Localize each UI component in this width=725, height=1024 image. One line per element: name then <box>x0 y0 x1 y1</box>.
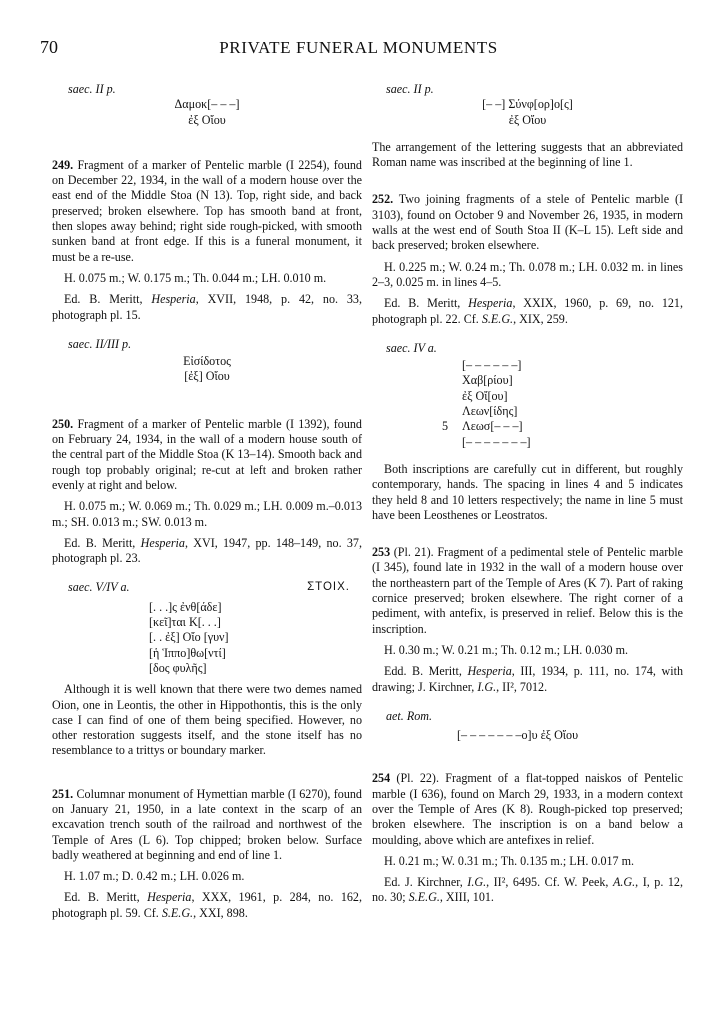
bib-text: , XVI, 1947, pp. 148–149, no. 37, photograph pl. 23. <box>52 535 362 566</box>
saec-label: saec. IV a. <box>386 340 437 355</box>
bib-text: , XXIX, 1960, p. 69, no. 121, photograph pl. 22. Cf. <box>372 296 683 326</box>
bibliography <box>52 292 362 323</box>
running-title: PRIVATE FUNERAL MONUMENTS <box>219 38 498 57</box>
inscription-line: [– – – – – – –ο]υ ἐξ Οἴου <box>457 728 579 743</box>
entry-description <box>372 771 683 847</box>
description-text: Fragment of a marker of Pentelic marble (I 2254), found on December 22, 1934, in the wall of a modern house over the east end of the Middle Stoa (N 13). Top, right side, and back preserved; broken elsewhere. Top has smooth band at front, then slopes away behind; right side rough-picked, with smooth sunken band at front edge. If this is a funeral monument, it must be a re-use. <box>52 157 362 264</box>
inscription-line: [. . .]ς ἐνθ[άδε] <box>149 599 222 614</box>
inscription-250 <box>52 600 362 676</box>
bib-text: , III, 1934, p. 111, no. 174, with drawing; J. Kirchner, <box>372 664 683 694</box>
left-column <box>52 82 362 921</box>
inscription-line <box>442 419 683 434</box>
stoichedon-label: ΣΤΟΙΧ. <box>307 581 350 594</box>
bib-journal: Hesperia <box>147 890 192 905</box>
measurements: H. 0.21 m.; W. 0.31 m.; Th. 0.135 m.; LH. 0.017 m. <box>384 853 635 868</box>
entry-253 <box>372 545 683 743</box>
saec-label: aet. Rom. <box>386 708 433 723</box>
measurements: H. 0.225 m.; W. 0.24 m.; Th. 0.078 m.; LH. 0.032 m. in lines 2–3, 0.025 m. in lines 4–5. <box>372 259 683 289</box>
entry-number: 249. <box>52 157 74 172</box>
bib-journal: Hesperia <box>467 664 512 679</box>
inscription-line: ἐξ Οἴου <box>508 112 547 127</box>
saec-label: saec. V/IV a. <box>68 580 130 595</box>
bib-ag: A.G. <box>612 875 636 890</box>
bibliography <box>52 536 362 567</box>
bib-text: Ed. B. Meritt, <box>64 292 152 307</box>
bib-text: , II², 7012. <box>496 679 548 694</box>
bib-journal: Hesperia <box>140 535 185 550</box>
commentary: Both inscriptions are carefully cut in different, but roughly contemporary, hands. The spacing in lines 4 and 5 indicates they held 8 and 10 letters respectively; the name in line 5 must have been Leosthenes or Leostratos. <box>372 461 683 522</box>
inscription-248 <box>52 97 362 128</box>
line-number: 5 <box>442 419 449 434</box>
bib-journal: Hesperia <box>468 296 513 311</box>
bib-seg: S.E.G. <box>161 905 194 920</box>
entry-251 <box>52 787 362 921</box>
measurements: H. 0.075 m.; W. 0.175 m.; Th. 0.044 m.; LH. 0.010 m. <box>64 270 327 285</box>
bib-ig: I.G. <box>467 875 487 890</box>
bib-text: Ed. J. Kirchner, <box>384 875 468 890</box>
entry-description <box>52 158 362 265</box>
bib-text: Edd. B. Meritt, <box>384 664 468 679</box>
bibliography <box>52 890 362 921</box>
inscription-line: [ἡ Ἱππο]θω[ντί] <box>149 645 226 660</box>
bib-seg: S.E.G. <box>408 890 440 905</box>
inscription-text: Λεωσ[– – –] <box>462 419 523 434</box>
entry-number: 251. <box>52 786 74 801</box>
entry-number: 253 <box>372 545 391 560</box>
description-text: (Pl. 21). Fragment of a pedimental stele of Pentelic marble (I 345), found late in 1932 in the wall of a modern house over the northeastern part of the Temple of Ares (K 7). Part of raking cornice preserved; broken elsewhere. The right corner of a pediment, with antefix, is preserved in relief. Below this is the inscription. <box>372 545 683 636</box>
bib-text: , I, p. 12, no. 30; <box>372 875 683 905</box>
inscription-249 <box>52 354 362 385</box>
bib-seg: S.E.G. <box>481 311 514 326</box>
inscription-line: [κεῖ]ται Κ[. . .] <box>149 615 221 630</box>
entry-description <box>52 787 362 863</box>
inscription-line: Δαμοκ[– – –] <box>174 97 240 112</box>
entry-description <box>52 417 362 493</box>
bib-text: , II², 6495. Cf. W. Peek, <box>486 875 613 890</box>
bib-text: , XIX, 259. <box>513 311 568 326</box>
bib-journal: Hesperia <box>151 292 196 307</box>
inscription-line: [– – – – – –] <box>462 358 522 373</box>
description-text: Columnar monument of Hymettian marble (I 6270), found on January 21, 1950, in a late context in the scarp of an excavation trench south of the railroad and northwest of the Temple of Ares (L 6). Top chipped; broken below. Surface badly weathered at beginning and end of line 1. <box>52 786 362 862</box>
bib-text: Ed. B. Meritt, <box>384 296 469 311</box>
inscription-line: [δος φυλῆς] <box>149 660 207 675</box>
entry-250 <box>52 417 362 759</box>
bib-text: , XVII, 1948, p. 42, no. 33, photograph pl. 15. <box>52 292 363 322</box>
inscription-line: [. . ἐξ] Οἴο [γυν] <box>149 630 229 645</box>
entry-number: 250. <box>52 416 74 431</box>
inscription-line: Λεων[ίδης] <box>462 404 518 419</box>
saec-label: saec. II/III p. <box>68 336 132 351</box>
bibliography <box>372 296 683 327</box>
saec-label: saec. II p. <box>386 82 434 96</box>
saec-label: saec. II p. <box>68 82 116 96</box>
inscription-248-cont <box>372 97 683 128</box>
page-header <box>40 37 677 62</box>
entry-description <box>372 192 683 253</box>
bib-text: Ed. B. Meritt, <box>64 890 148 905</box>
bib-text: , XXI, 898. <box>193 905 248 920</box>
entry-252 <box>372 192 683 523</box>
description-text: Fragment of a marker of Pentelic marble (I 1392), found on February 24, 1934, in the wall of a modern house south of the central part of the Middle Stoa (K 13–14). Smooth back and rough top probably original; re-cut at left and broken rather evenly at right and below. <box>52 416 362 492</box>
measurements: H. 0.075 m.; W. 0.069 m.; Th. 0.029 m.; LH. 0.009 m.–0.013 m.; SH. 0.013 m.; SW. 0.013 m. <box>52 499 362 529</box>
entry-254 <box>372 771 683 905</box>
inscription-253 <box>372 728 683 743</box>
entry-description <box>372 545 683 637</box>
right-column <box>372 82 683 906</box>
description-text: Two joining fragments of a stele of Pentelic marble (I 3103), found on October 9 and November 26, 1935, in modern walls at the west end of South Stoa II (K–L 15). Left side and back preserved; broken elsewhere. <box>372 192 683 253</box>
entry-249 <box>52 158 362 385</box>
inscription-line: ἐξ Οἴου <box>188 112 226 127</box>
inscription-line: [– –] Σύνφ[ορ]ο[ς] <box>482 97 573 112</box>
bib-ig: I.G. <box>477 679 497 694</box>
measurements: H. 0.30 m.; W. 0.21 m.; Th. 0.12 m.; LH. 0.030 m. <box>384 642 629 657</box>
measurements: H. 1.07 m.; D. 0.42 m.; LH. 0.026 m. <box>64 869 245 884</box>
bib-text: , XIII, 101. <box>439 890 494 905</box>
commentary: The arrangement of the lettering suggests that an abbreviated Roman name was inscribed at the beginning of line 1. <box>372 139 683 170</box>
entry-number: 252. <box>372 192 394 207</box>
description-text: (Pl. 22). Fragment of a flat-topped naiskos of Pentelic marble (I 636), found on March 29, 1933, in a modern context over the Temple of Ares (K 8). Rough-picked top preserved; broken elsewhere. The inscription is on a band below a moulding, above which are antefixes in relief. <box>372 771 683 847</box>
inscription-line: [ἐξ] Οἴου <box>184 369 230 384</box>
entry-number: 254 <box>372 771 391 786</box>
commentary: Although it is well known that there were two demes named Oion, one in Leontis, the other in Hippothontis, this is the only case I can find of one of them being specified. However, no other restoration suggests itself, and the stone itself has no resemblance to a trittys or boundary marker. <box>52 682 362 758</box>
bibliography <box>372 875 683 906</box>
inscription-line: [– – – – – – –] <box>462 434 531 449</box>
inscription-252 <box>372 358 683 450</box>
bib-text: Ed. B. Meritt, <box>64 535 141 550</box>
bibliography <box>372 664 683 695</box>
inscription-line: Εἰσίδοτος <box>183 354 231 369</box>
inscription-line: ἐξ Οἴ[ου] <box>462 388 508 403</box>
inscription-line: Χαβ[ρίου] <box>462 373 513 388</box>
bib-text: , XXX, 1961, p. 284, no. 162, photograph pl. 59. Cf. <box>52 890 362 920</box>
page-number: 70 <box>40 37 58 57</box>
